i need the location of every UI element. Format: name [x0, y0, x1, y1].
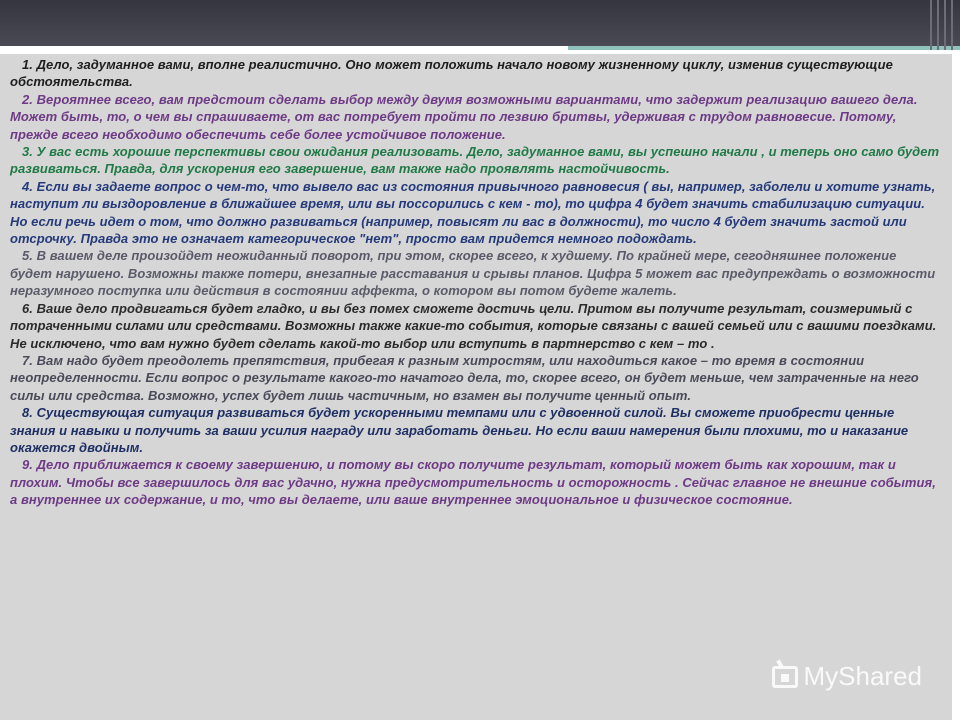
watermark [772, 661, 923, 692]
header-bar [0, 0, 960, 46]
paragraph-9 [10, 456, 940, 508]
watermark-label: MyShared [803, 661, 922, 691]
paragraph-3 [10, 143, 940, 178]
paragraph-9-text: 9. Дело приближается к своему завершению, и потому вы скоро получите результат, который может быть как хорошим, так и плохим. Чтобы все завершилось для вас удачно, нужна предусмотрительность и осторожность . Сейчас главное не внешние события, а внутреннее их содержание, и то, что вы делаете, или ваше внутреннее эмоциональное и физическое состояние. [10, 457, 936, 508]
paragraph-8 [10, 404, 940, 456]
paragraph-6 [10, 300, 940, 352]
paragraph-1 [10, 56, 940, 91]
paragraph-5 [10, 247, 940, 299]
paragraph-4-text: 4. Если вы задаете вопрос о чем-то, что вывело вас из состояния привычного равновесия ( вы, например, заболели и хотите узнать, наступит ли выздоровление в ближайшее время, или вы поссорились с кем - то), то цифра 4 будет значить стабилизацию ситуации. Но если речь идет о том, что должно развиваться (например, повысят ли вас в должности), то число 4 будет значить застой или отсрочку. Правда это не означает категорическое "нет", просто вам придется немного подождать. [10, 178, 936, 247]
paragraph-8-text: 8. Существующая ситуация развиваться будет ускоренными темпами или с удвоенной силой. Вы сможете приобрести ценные знания и навыки и получить за ваши усилия награду или заработать деньги. Но если ваши намерения были плохими, то и наказание окажется двойным. [10, 405, 909, 455]
paragraph-7 [10, 352, 940, 404]
presentation-icon [772, 666, 798, 688]
numerology-text [10, 56, 940, 509]
paragraph-2-text: 2. Вероятнее всего, вам предстоит сделать выбор между двумя возможными вариантами, что задержит реализацию вашего дела. Может быть, то, о чем вы спрашиваете, от вас потребует пройти по лезвию бритвы, удерживая с трудом равновесие. Потому, прежде всего необходимо обеспечить себе более устойчивое положение. [10, 91, 918, 142]
paragraph-6-text: 6. Ваше дело продвигаться будет гладко, и вы без помех сможете достичь цели. Притом вы получите результат, соизмеримый с потраченными силами или средствами. Возможны также какие-то события, которые связаны с вашей семьей или с вашими поездками. Не исключено, что вам нужно будет сделать какой-то выбор или вступить в партнерство с кем – то . [10, 300, 937, 351]
paragraph-1-text: 1. Дело, задуманное вами, вполне реалистично. Оно может положить начало новому жизненному циклу, изменив существующие обстоятельства. [10, 57, 893, 90]
corner-stripes [924, 0, 960, 50]
paragraph-7-text: 7. Вам надо будет преодолеть препятствия, прибегая к разным хитростям, или находиться какое – то время в состоянии неопределенности. Если вопрос о результате какого-то начатого дела, то, скорее всего, он будет меньше, чем затраченные на него силы или средства. Возможно, успех будет лишь частичным, но взамен вы получите ценный опыт. [10, 352, 919, 403]
accent-line [568, 46, 960, 50]
paragraph-4 [10, 178, 940, 248]
paragraph-3-text: 3. У вас есть хорошие перспективы свои ожидания реализовать. Дело, задуманное вами, вы успешно начали , и теперь оно само будет развиваться. Правда, для ускорения его завершение, вам также надо проявлять настойчивость. [10, 144, 940, 177]
paragraph-2 [10, 91, 940, 143]
paragraph-5-text: 5. В вашем деле произойдет неожиданный поворот, при этом, скорее всего, к худшему. По крайней мере, сегодняшнее положение будет нарушено. Возможны также потери, внезапные расставания и срывы планов. Цифра 5 может вас предупреждать о возможности неразумного поступка или действия в состоянии аффекта, о котором вы потом будете жалеть. [10, 248, 936, 299]
